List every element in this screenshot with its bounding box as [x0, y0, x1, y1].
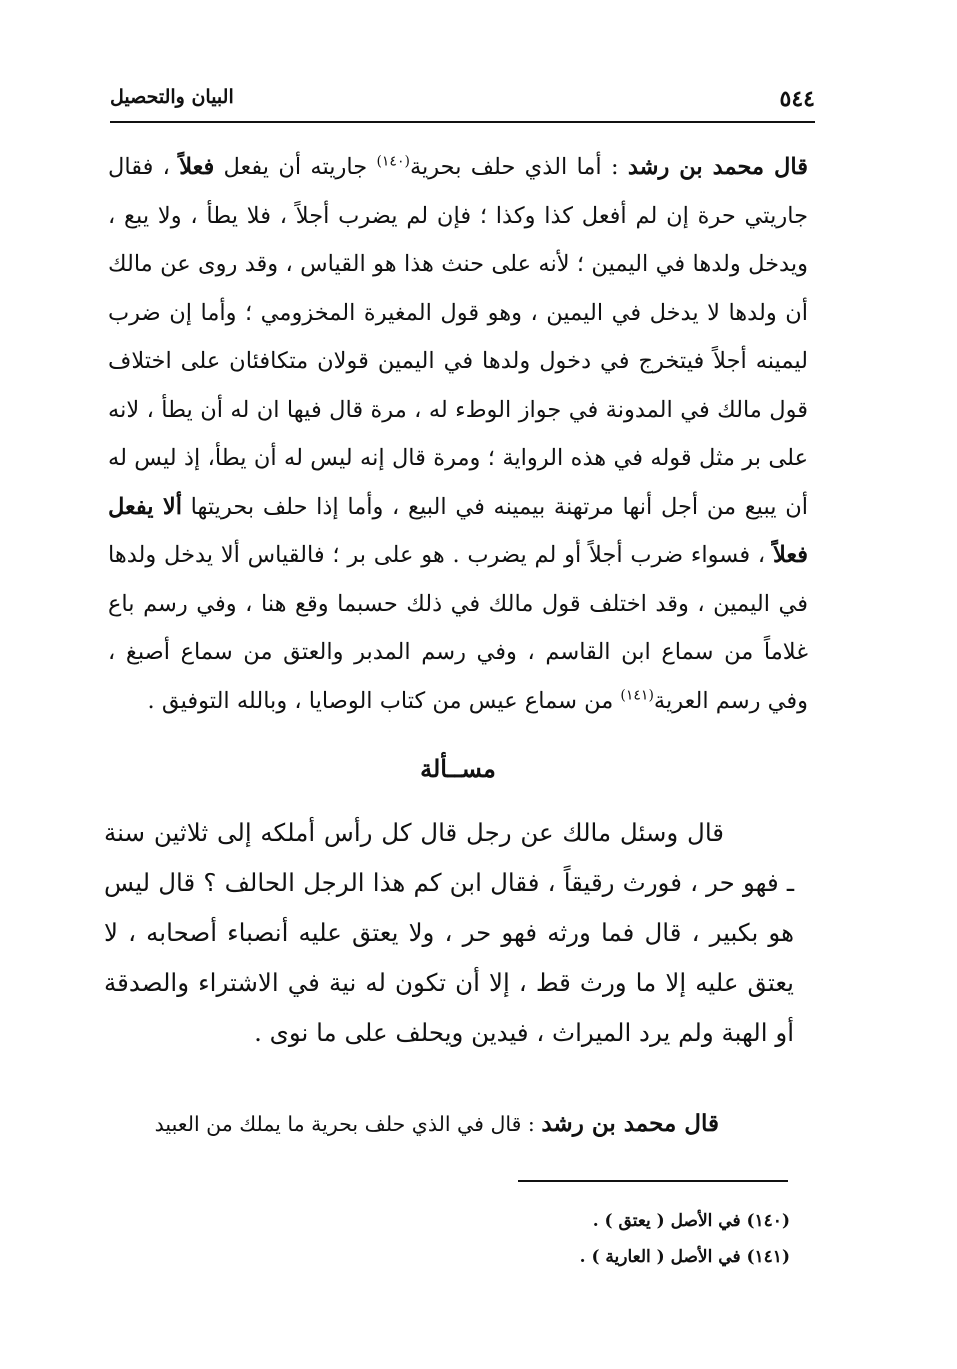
speaker-name: قال محمد بن رشد — [627, 154, 808, 180]
running-title: البيان والتحصيل — [110, 86, 234, 108]
section-title: مســألة — [420, 754, 496, 783]
text-segment: من سماع عيس من كتاب الوصايا ، وبالله التوفيق . — [147, 687, 621, 714]
text-segment: ، فقال جاريتي حرة إن لم أفعل كذا وكذا ؛ فإن لم يضرب أجلاً ، فلا يطأ ، ولا يبع ، ويدخل ولدها في اليمين ؛ لأنه على حنث هذا هو القياس ، وقد روى عن مالك أن ولدها لا يدخل في اليمين ، وهو قول المغيرة المخزومي ؛ وأما إن ضرب ليمينه أجلاً فيتخرج في دخول ولدها في اليمين قولان متكافئان على اختلاف قول مالك في المدونة في جواز الوطء له ، مرة قال فيها ان له أن يطأ ، لانه على بر مثل قوله في هذه الرواية ؛ ومرة قال إنه ليس له أن يطأ، إذ ليس له أن يبيع من أجل أنها مرتهنة بيمينه في البيع ، وأما إذا حلف بحريتها — [108, 154, 808, 520]
commentary-paragraph — [108, 143, 808, 725]
emphasized-text: فعلاً — [179, 154, 215, 180]
page-header — [110, 82, 815, 118]
text-segment: أما الذي حلف بحرية — [409, 154, 602, 180]
footnote: (١٤١) في الأصل ( العارية ) . — [579, 1247, 790, 1267]
text-segment: جاريته أن يفعل — [214, 154, 377, 180]
text-segment: قال في الذي حلف بحرية ما يملك من العبيد — [154, 1112, 522, 1136]
speaker-name: قال محمد بن رشد — [541, 1110, 719, 1137]
footnote-reference: (١٤١) — [620, 687, 654, 703]
separator: : — [601, 154, 628, 180]
commentary-paragraph — [104, 1104, 719, 1144]
footnote-rule — [518, 1180, 788, 1182]
emphasized-text: ألا يفعل فعلاً — [108, 493, 808, 568]
page-number: ٥٤٤ — [779, 86, 815, 112]
footnote: (١٤٠) في الأصل ( يعتق ) . — [592, 1211, 790, 1231]
text-segment: ، فسواء ضرب أجلاً أو لم يضرب . هو على بر ؛ فالقياس ألا يدخل ولدها في اليمين ، وقد اختلف قول مالك في ذلك حسبما وقع هنا ، وفي رسم باع غلاماً من سماع ابن القاسم ، وفي رسم المدبر والعتق من سماع أصبغ ، وفي رسم العرية — [108, 542, 808, 714]
question-paragraph: قال وسئل مالك عن رجل قال كل رأس أملكه إلى ثلاثين سنة ـ فهو حر ، فورث رقيقاً ، فقال ابن كم هذا الرجل الحالف ؟ قال ليس هو بكبير ، قال فما ورثه فهو حر ، ولا يعتق عليه أنصباء أصحابه ، لا يعتق عليه إلا ما ورث قط ، إلا أن تكون له نية في الاشتراء والصدقة أو الهبة ولم يرد الميراث ، فيدين ويحلف على ما نوى . — [104, 818, 794, 1047]
header-rule — [110, 121, 815, 123]
footnotes — [400, 1203, 790, 1275]
separator: : — [521, 1112, 542, 1136]
footnote-reference: (١٤٠) — [376, 153, 410, 170]
